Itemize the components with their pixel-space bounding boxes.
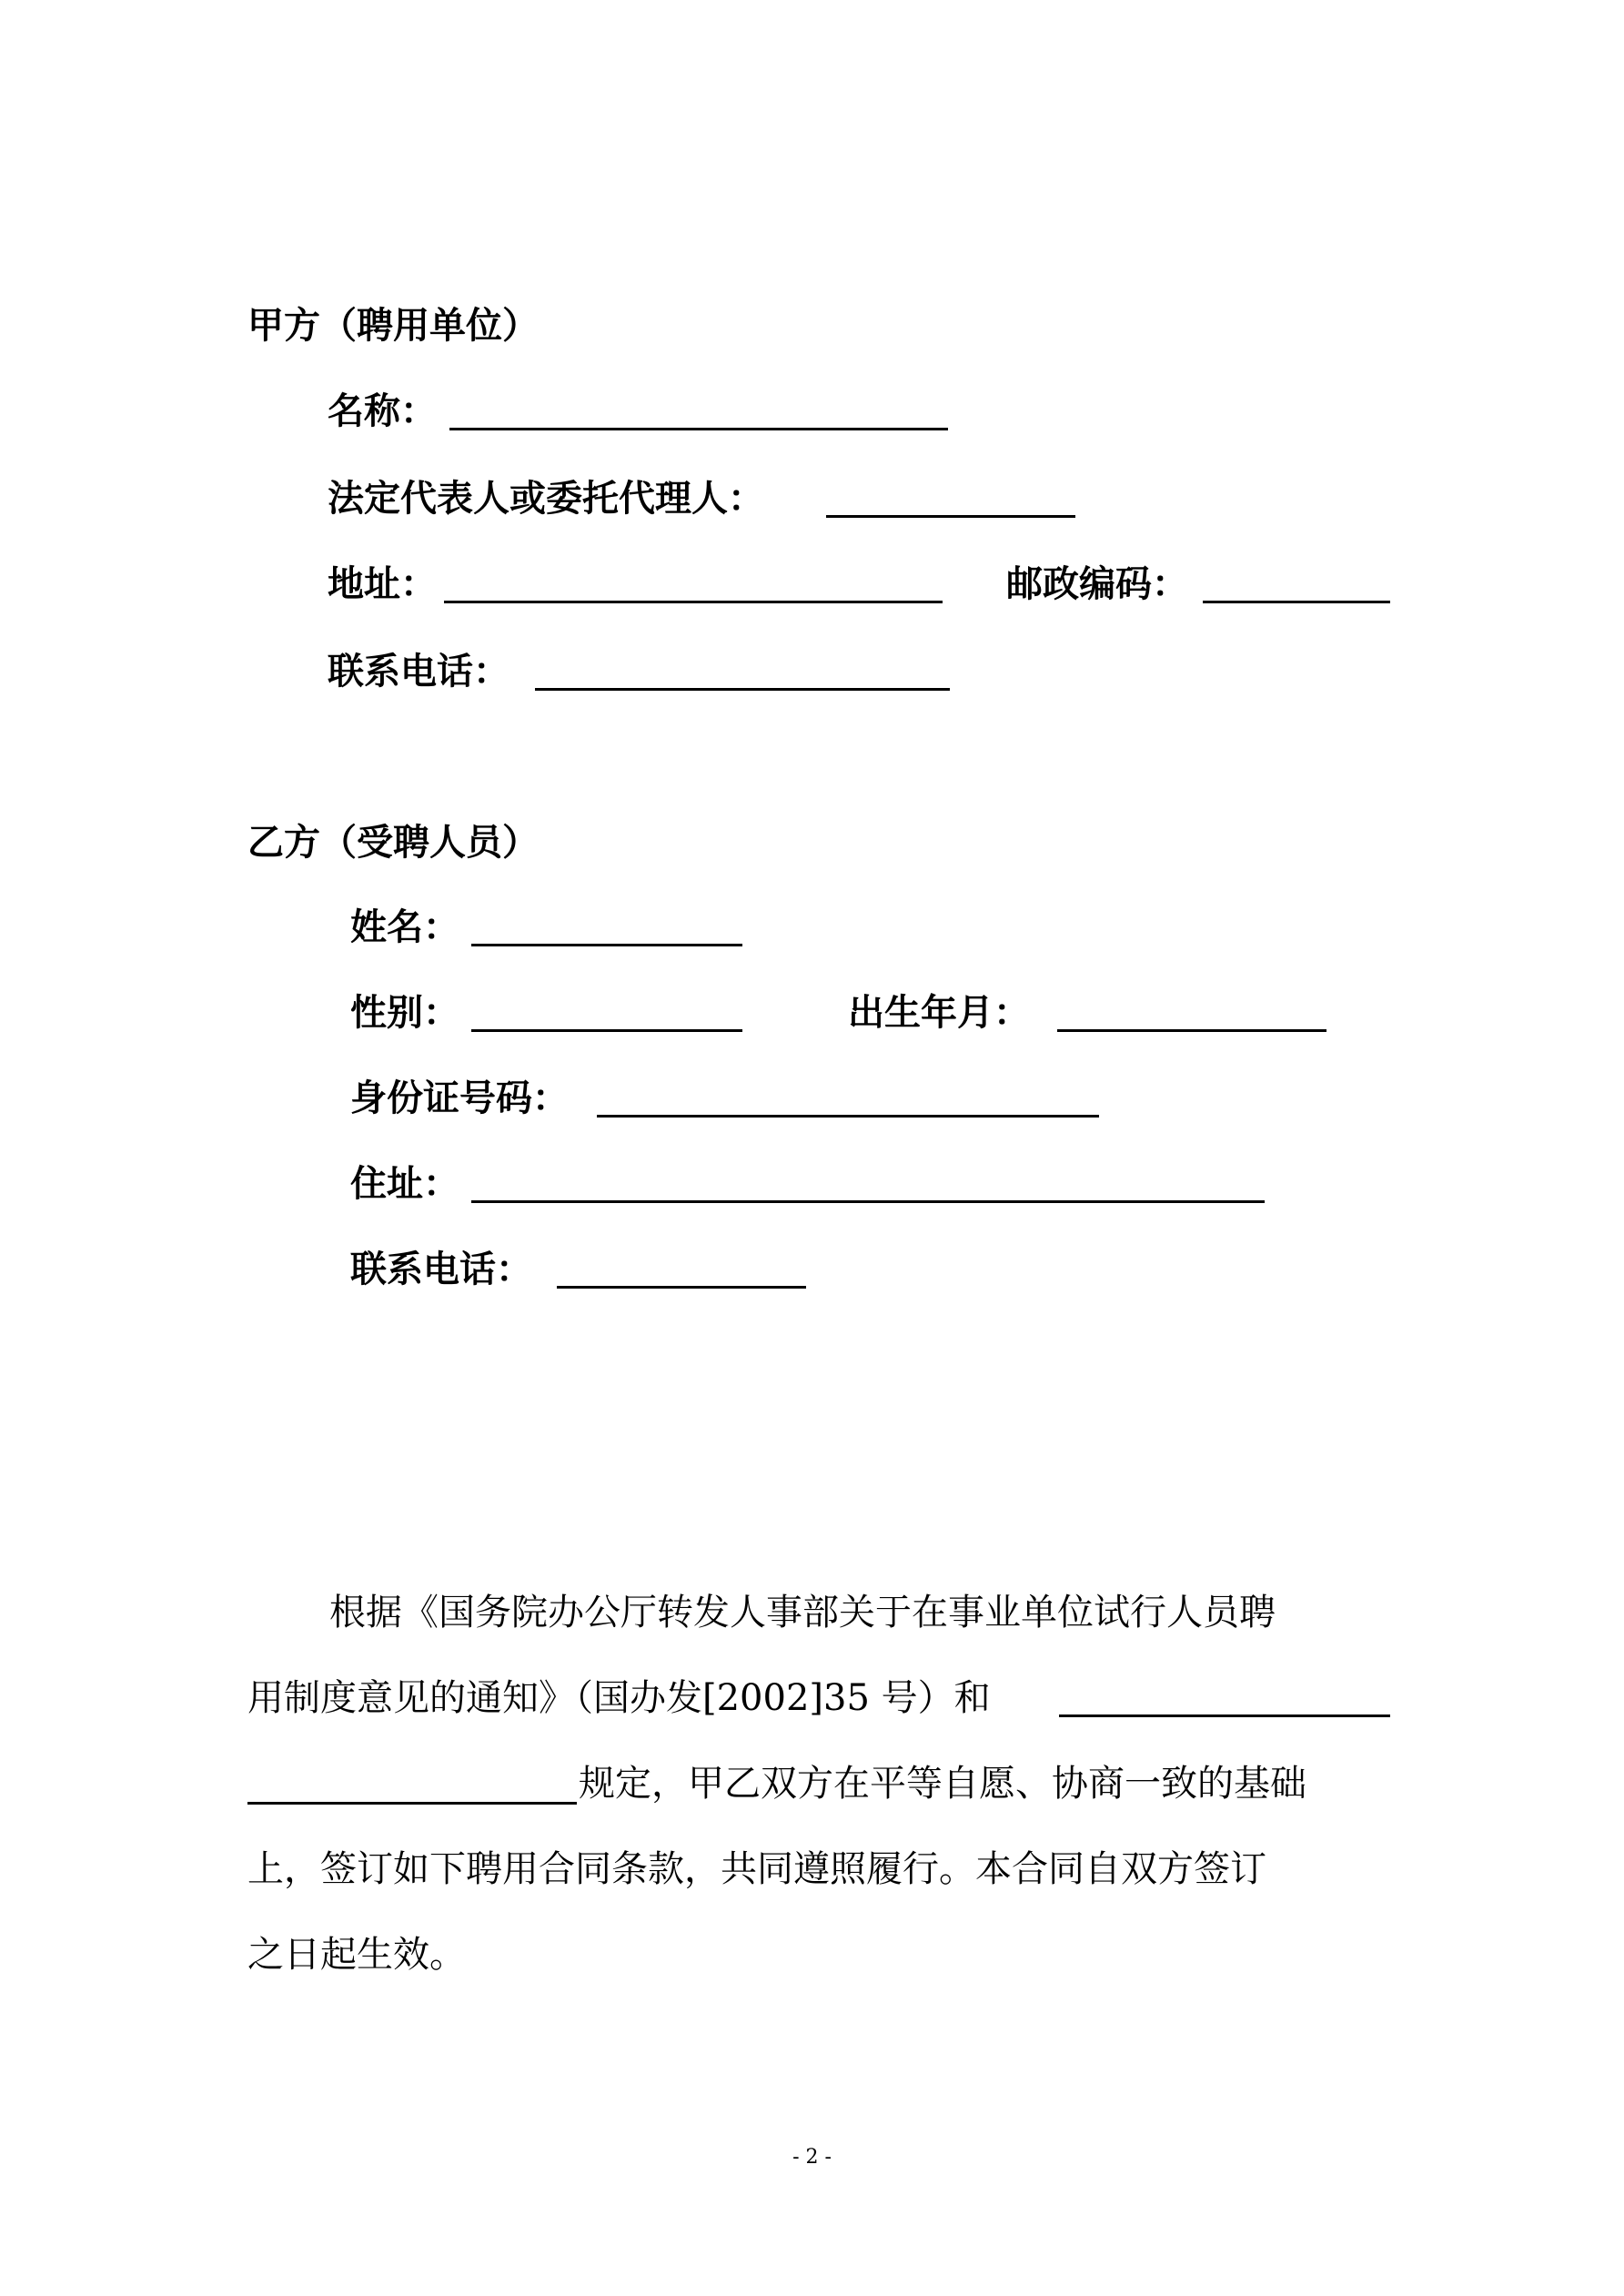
party-a-heading: 甲方（聘用单位） [247, 305, 539, 347]
party-b-name-label: 姓名： [350, 906, 459, 948]
party-b-id-blank[interactable] [597, 1115, 1099, 1118]
party-a-legal-rep-blank[interactable] [826, 515, 1075, 518]
party-a-phone-label: 联系电话： [328, 651, 509, 693]
party-a-name-blank[interactable] [449, 428, 948, 430]
party-b-address-blank[interactable] [471, 1200, 1265, 1203]
party-a-address-label: 地址： [328, 563, 437, 605]
party-b-name-blank[interactable] [471, 944, 742, 946]
clause-line-4: 上，签订如下聘用合同条款，共同遵照履行。本合同自双方签订 [247, 1848, 1266, 1890]
clause-line-3: 规定，甲乙双方在平等自愿、协商一致的基础 [579, 1763, 1306, 1805]
party-b-birth-label: 出生年月： [848, 992, 1030, 1034]
clause-line-5: 之日起生效。 [247, 1934, 466, 1976]
party-b-phone-label: 联系电话： [350, 1249, 532, 1290]
party-b-address-label: 住址： [350, 1163, 459, 1205]
party-a-postcode-blank[interactable] [1203, 601, 1390, 603]
party-a-name-label: 名称： [328, 390, 437, 432]
party-b-id-label: 身份证号码： [350, 1077, 569, 1119]
party-a-address-blank[interactable] [444, 601, 943, 603]
party-a-legal-rep-label: 法定代表人或委托代理人： [328, 478, 764, 520]
page-number: - 2 - [792, 2146, 832, 2169]
party-a-postcode-label: 邮政编码： [1006, 563, 1188, 605]
party-a-phone-blank[interactable] [535, 688, 950, 691]
party-b-gender-blank[interactable] [471, 1029, 742, 1032]
party-b-heading: 乙方（受聘人员） [247, 822, 539, 864]
clause-line-2: 用制度意见的通知》（国办发[2002]35 号）和 [247, 1677, 991, 1719]
party-b-phone-blank[interactable] [557, 1286, 806, 1289]
party-b-birth-blank[interactable] [1057, 1029, 1326, 1032]
clause-blank-1[interactable] [1059, 1714, 1390, 1717]
clause-line-1: 根据《国务院办公厅转发人事部关于在事业单位试行人员聘 [329, 1592, 1276, 1633]
clause-blank-2[interactable] [247, 1802, 577, 1805]
party-b-gender-label: 性别： [350, 992, 459, 1034]
